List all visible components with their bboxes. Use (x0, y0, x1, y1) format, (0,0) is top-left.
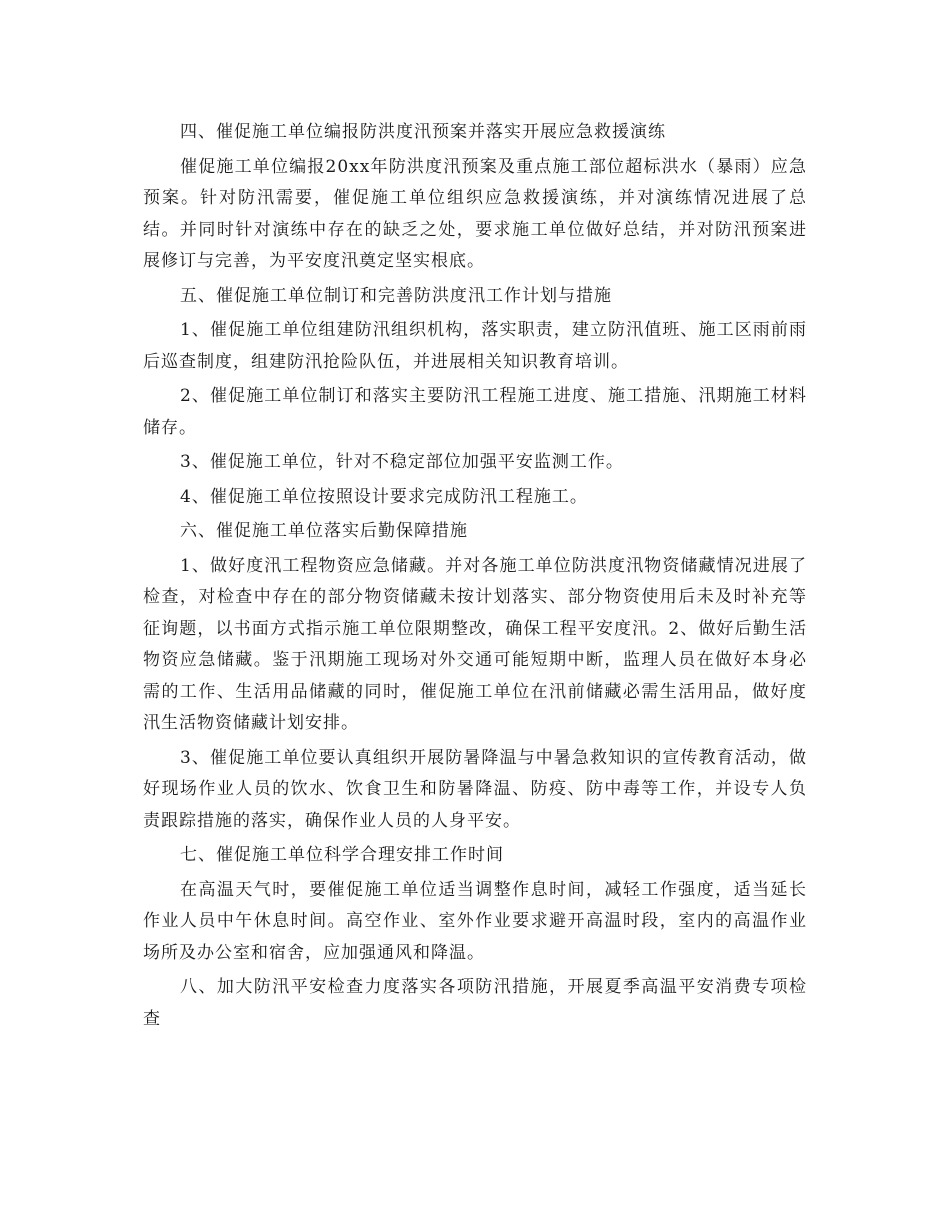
list-item: 3、催促施工单位，针对不稳定部位加强平安监测工作。 (180, 452, 624, 472)
section-heading-5: 五、催促施工单位制订和完善防洪度汛工作计划与措施 (180, 285, 612, 306)
paragraph: 催促施工单位编报20xx年防洪度汛预案及重点施工部位超标洪水（暴雨）应急预案。针对防汛需要，催促施工单位组织应急救援演练，并对演练情况进展了总结。并同时针对演练中存在的缺乏之处，要求施工单位做好总结，并对防汛预案进展修订与完善，为平安度汛奠定坚实根底。 (143, 156, 807, 271)
section-heading-7: 七、催促施工单位科学合理安排工作时间 (180, 845, 504, 865)
document-body (143, 117, 807, 1038)
section-heading-6: 六、催促施工单位落实后勤保障措施 (180, 521, 468, 541)
list-item: 1、做好度汛工程物资应急储藏。并对各施工单位防洪度汛物资储藏情况进展了检查，对检查中存在的部分物资储藏未按计划落实、部分物资使用后未及时补充等征询题，以书面方式指示施工单位限期整改，确保工程平安度汛。2、做好后勤生活物资应急储藏。鉴于汛期施工现场对外交通可能短期中断，监理人员在做好本身必需的工作、生活用品储藏的同时，催促施工单位在汛前储藏必需生活用品，做好度汛生活物资储藏计划安排。 (143, 555, 807, 733)
list-item: 4、催促施工单位按照设计要求完成防汛工程施工。 (180, 486, 588, 507)
paragraph: 在高温天气时，要催促施工单位适当调整作息时间，减轻工作强度，适当延长作业人员中午休息时间。高空作业、室外作业要求避开高温时段，室内的高温作业场所及办公室和宿舍，应加强通风和降温。 (143, 879, 807, 963)
section-heading-4: 四、催促施工单位编报防洪度汛预案并落实开展应急救援演练 (180, 122, 666, 142)
list-item: 3、催促施工单位要认真组织开展防暑降温与中暑急救知识的宣传教育活动，做好现场作业人员的饮水、饮食卫生和防暑降温、防疫、防中毒等工作，并设专人负责跟踪措施的落实，确保作业人员的人身平安。 (143, 747, 807, 831)
section-heading-8: 八、加大防汛平安检查力度落实各项防汛措施，开展夏季高温平安消费专项检查 (143, 977, 807, 1029)
list-item: 2、催促施工单位制订和落实主要防汛工程施工进度、施工措施、汛期施工材料储存。 (143, 386, 807, 438)
list-item: 1、催促施工单位组建防汛组织机构，落实职责，建立防汛值班、施工区雨前雨后巡查制度，组建防汛抢险队伍，并进展相关知识教育培训。 (143, 320, 807, 372)
